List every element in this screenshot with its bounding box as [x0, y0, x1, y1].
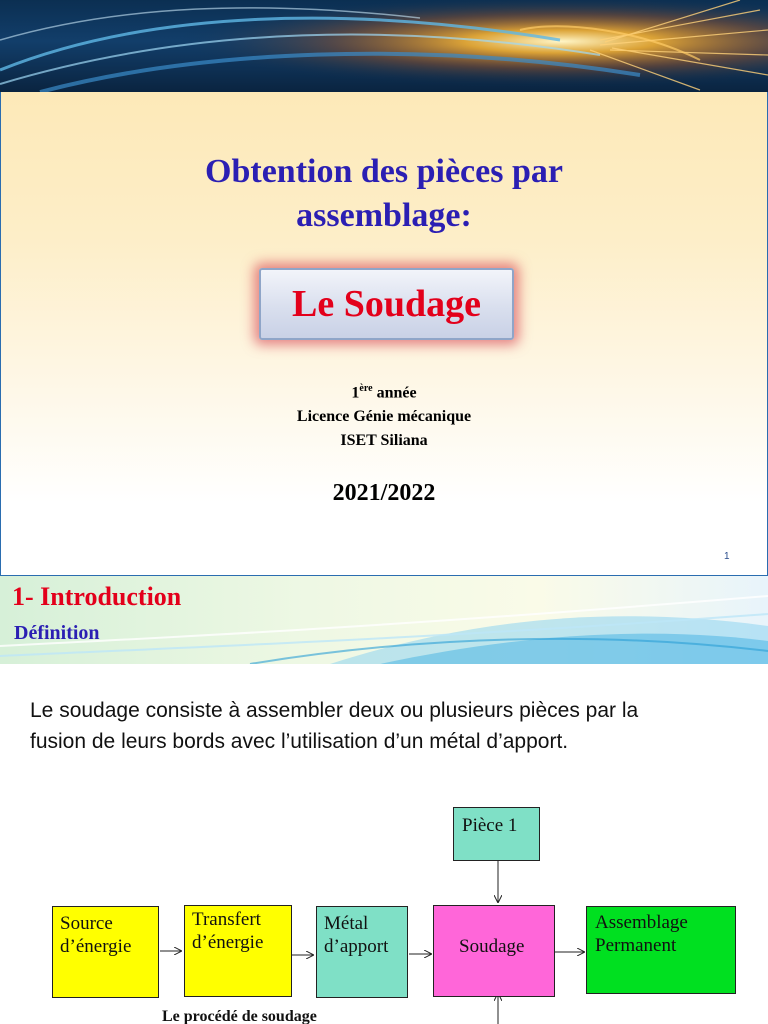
highlight-text: Le Soudage [292, 283, 481, 325]
highlight-box [259, 268, 514, 340]
year-level [0, 377, 768, 405]
title-line-1: Obtention des pièces par [205, 153, 563, 190]
year-level-number: 1 [351, 384, 360, 402]
box-assemblage-permanent: Assemblage Permanent [586, 906, 736, 994]
box-soudage: Soudage [433, 905, 555, 997]
subsection-title: Définition [14, 622, 100, 644]
sparks-swirl-graphic [0, 0, 768, 92]
course-info [0, 377, 768, 453]
title-line-2: assemblage: [296, 197, 472, 234]
box-piece-1: Pièce 1 [453, 807, 540, 861]
slide-title [0, 150, 768, 238]
academic-year: 2021/2022 [332, 480, 436, 506]
box-metal-apport: Métal d’apport [316, 906, 408, 998]
box-source-energie: Source d’énergie [52, 906, 159, 998]
box-transfert-energie: Transfert d’énergie [184, 905, 292, 997]
page-number: 1 [724, 551, 730, 562]
section-title: 1- Introduction [12, 582, 182, 611]
year-level-word: année [372, 384, 417, 402]
slide-2 [0, 576, 768, 1024]
year-level-superscript: ère [359, 383, 373, 394]
program-name: Licence Génie mécanique [296, 408, 472, 426]
sparks-banner-image [0, 0, 768, 92]
diagram-caption: Le procédé de soudage [162, 1008, 317, 1024]
definition-text: Le soudage consiste à assembler deux ou plusieurs pièces par la fusion de leurs bords avec l’utilisation d’un métal d’apport. [30, 699, 639, 753]
school-name: ISET Siliana [340, 432, 428, 450]
